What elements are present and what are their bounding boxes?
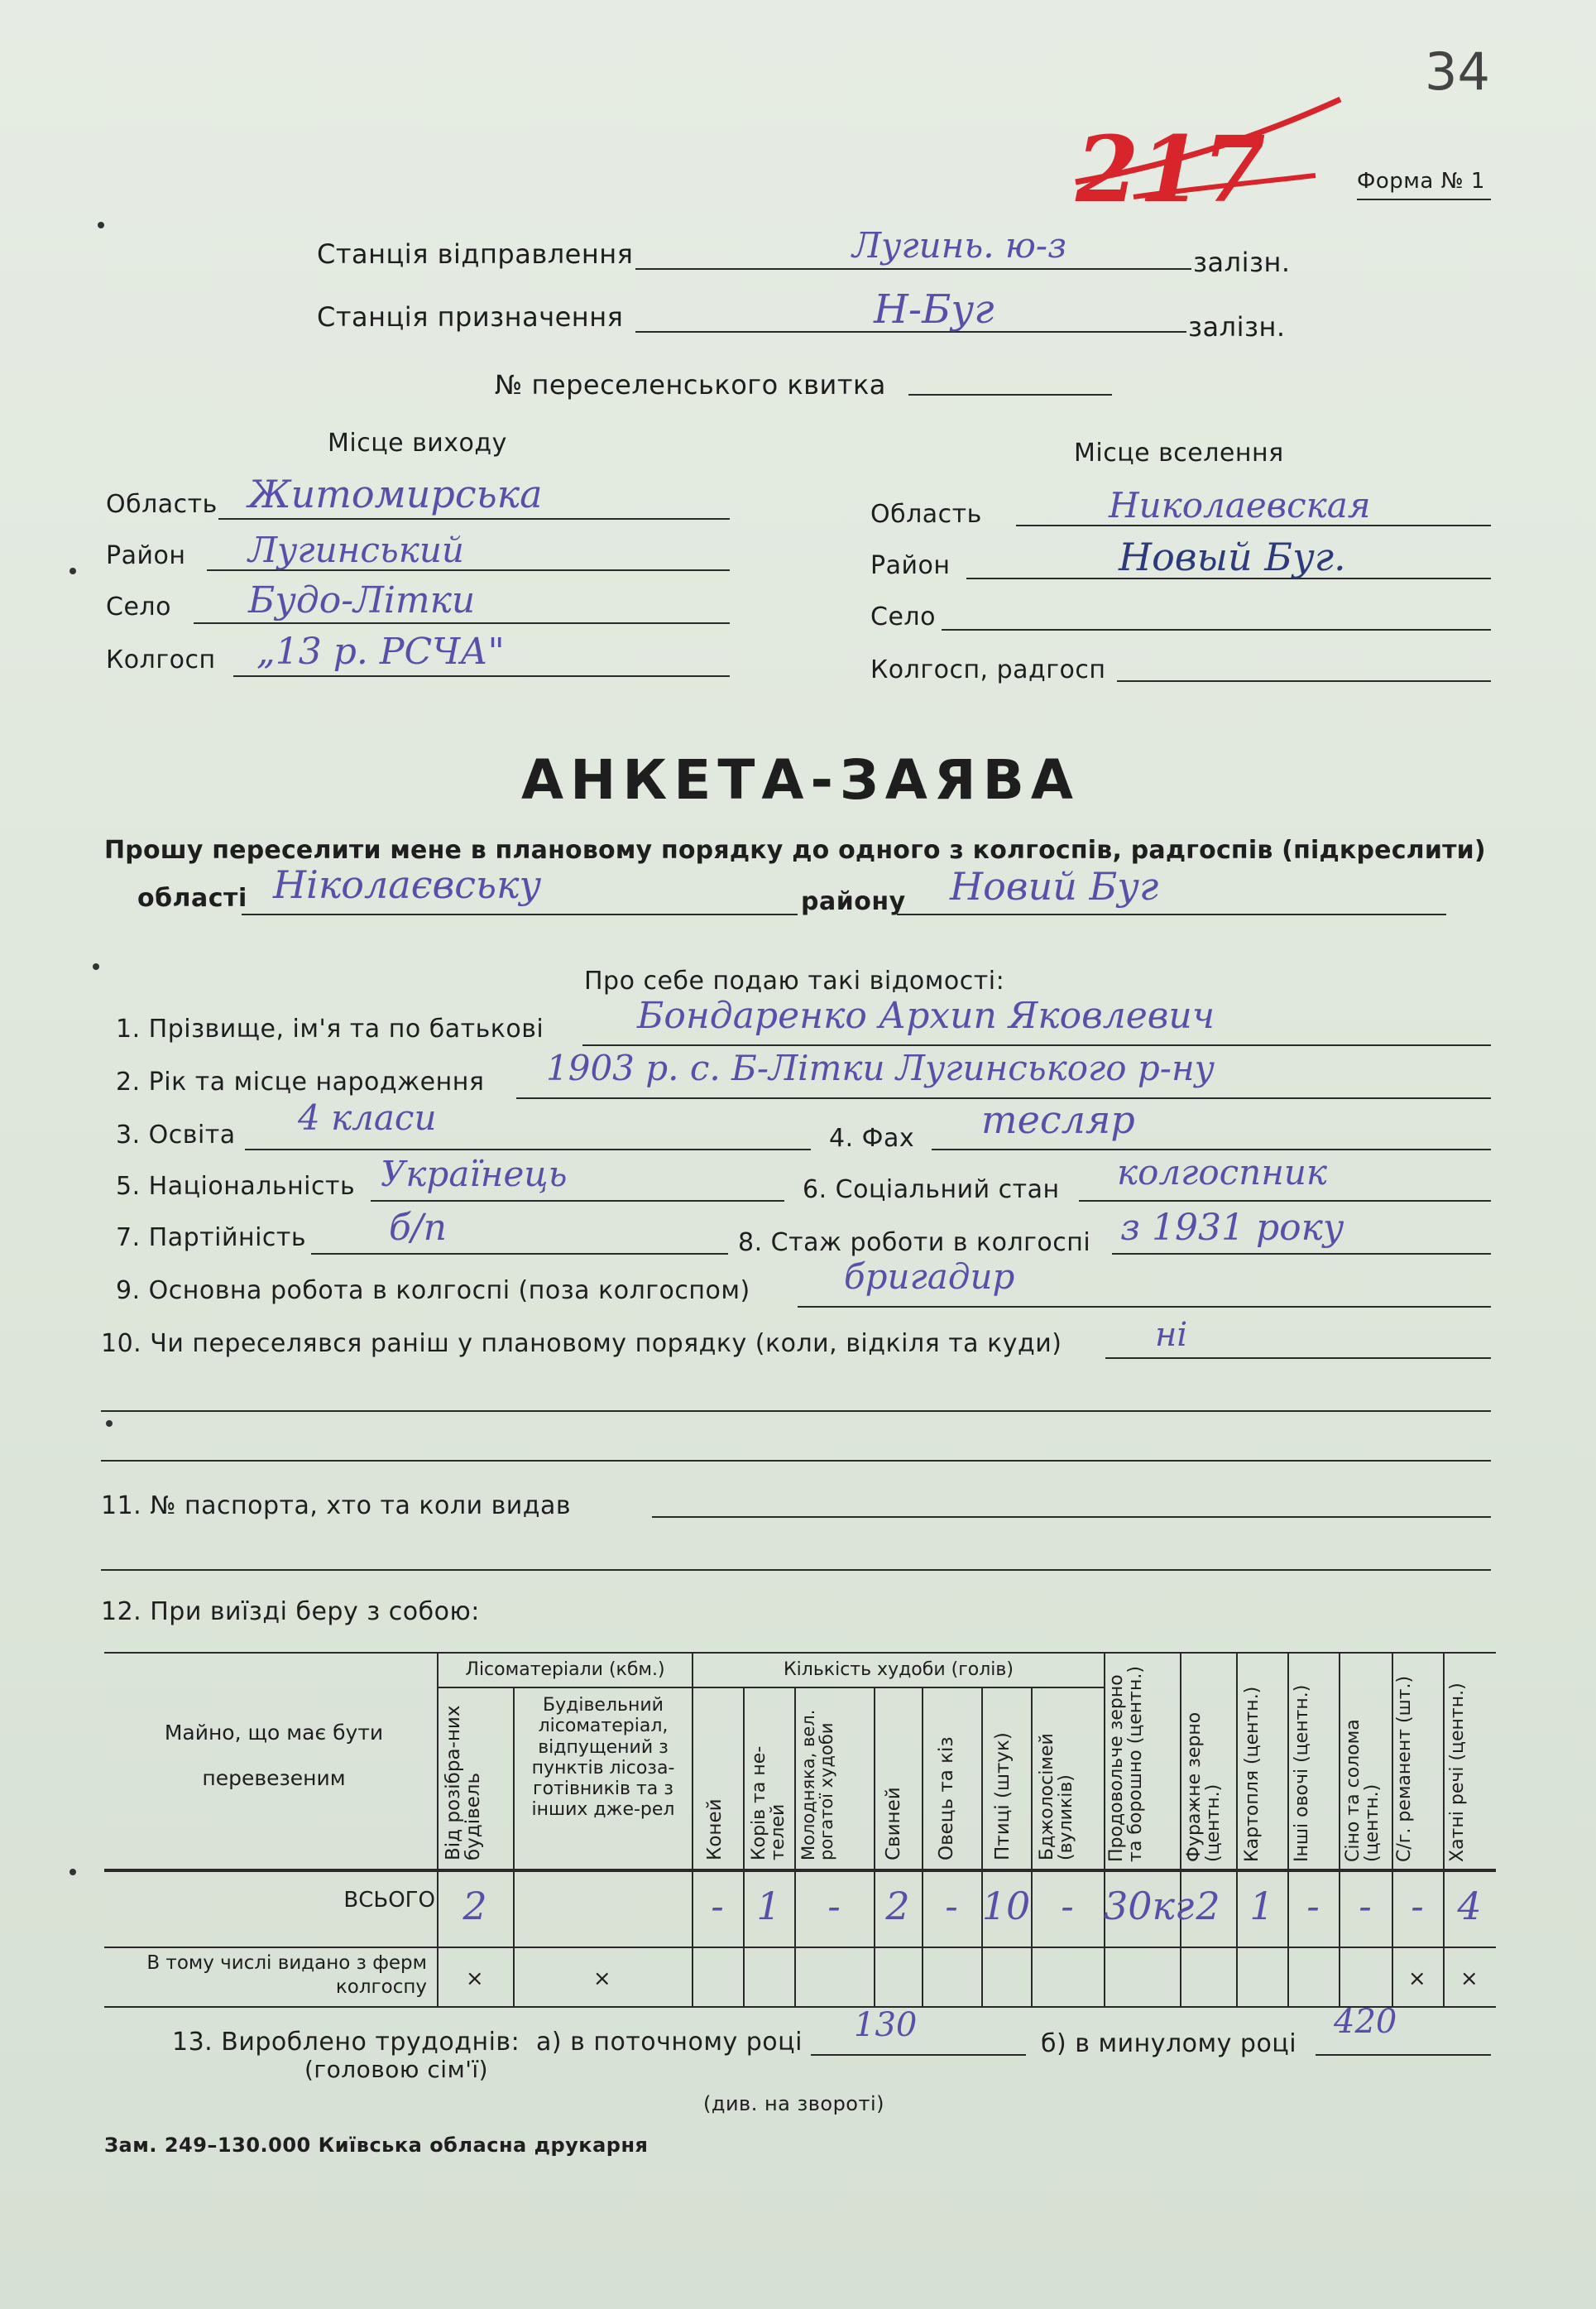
field-1-label: 1. Прізвище, ім'я та по батькові	[116, 1015, 544, 1044]
destination-label: Станція призначення	[317, 301, 624, 333]
total-cell: 2	[885, 1884, 910, 1928]
total-cell: 2	[463, 1884, 487, 1928]
origin-kolhosp-label: Колгосп	[106, 646, 216, 674]
row-farm-label: В тому числі видано з ферм колгоспу	[146, 1952, 427, 1998]
field-3-value: 4 класи	[298, 1097, 437, 1138]
workdays-label: 13. Вироблено трудоднів:	[172, 2028, 520, 2057]
field-9-label: 9. Основна робота в колгоспі (поза колгоспом)	[116, 1276, 750, 1305]
total-cell: -	[945, 1884, 958, 1928]
form-number: Форма № 1	[1357, 169, 1485, 194]
departure-value: Лугинь. ю-з	[852, 225, 1066, 266]
col-horses-header: Коней	[704, 1798, 726, 1860]
field-10-label: 10. Чи переселявся раніш у плановому порядку (коли, відкіля та куди)	[101, 1329, 1062, 1358]
punch-mark	[106, 1420, 113, 1427]
farm-cell: ×	[1407, 1966, 1427, 1991]
punch-mark	[93, 963, 99, 970]
workdays-current-value: 130	[854, 2006, 918, 2044]
request-oblast-value: Ніколаєвську	[273, 862, 542, 907]
origin-title: Місце виходу	[328, 429, 507, 458]
destination-value: Н-Буг	[874, 286, 995, 333]
col-tools-header: С/г. реманент (шт.)	[1394, 1675, 1415, 1862]
total-cell: 2	[1196, 1884, 1220, 1928]
farm-cell: ×	[465, 1966, 485, 1991]
field-11-label: 11. № паспорта, хто та коли видав	[101, 1491, 572, 1520]
total-cell: -	[1359, 1884, 1372, 1928]
total-cell: -	[1411, 1884, 1424, 1928]
see-back-note: (див. на звороті)	[703, 2092, 885, 2115]
total-cell: 30кг	[1104, 1884, 1195, 1928]
col-timber-header: Будівельний лісоматеріал, відпущений з пунктів лісоза-готівників та з інших дже-рел	[531, 1695, 675, 1821]
col-fodder-header: Фуражне зерно (центн.)	[1184, 1711, 1225, 1862]
settlement-selo-label: Село	[870, 602, 936, 631]
about-title: Про себе подаю такі відомості:	[584, 967, 1005, 996]
total-cell: 1	[1249, 1884, 1274, 1928]
field-3-label: 3. Освіта	[116, 1121, 236, 1150]
workdays-past-value: 420	[1334, 2003, 1397, 2041]
field-4-label: 4. Фах	[829, 1124, 915, 1153]
field-5-label: 5. Національність	[116, 1172, 356, 1201]
farm-cell: ×	[592, 1966, 612, 1991]
origin-oblast-label: Область	[106, 490, 218, 519]
red-strike-icon	[1067, 91, 1349, 207]
field-6-value: колгоспник	[1117, 1152, 1327, 1193]
col-hay-header: Сіно та солома (центн.)	[1343, 1719, 1383, 1862]
settlement-oblast-label: Область	[870, 500, 982, 529]
field-1-value: Бондаренко Архип Яковлевич	[637, 995, 1215, 1037]
archive-page-number: 34	[1425, 41, 1490, 102]
settlement-title: Місце вселення	[1074, 439, 1284, 468]
workdays-past-label: б) в минулому році	[1041, 2029, 1297, 2058]
field-10-value: ні	[1155, 1316, 1188, 1354]
departure-label: Станція відправлення	[317, 238, 634, 270]
field-7-label: 7. Партійність	[116, 1223, 307, 1252]
total-cell: 4	[1457, 1884, 1482, 1928]
rail-suffix-1: залізн.	[1193, 247, 1291, 278]
property-table	[104, 1652, 1496, 2008]
punch-mark	[69, 568, 76, 574]
field-4-value: тесляр	[981, 1097, 1135, 1142]
col-birds-header: Птиці (штук)	[992, 1732, 1014, 1860]
origin-oblast-value: Житомирська	[248, 472, 543, 516]
total-cell: -	[1061, 1884, 1074, 1928]
form-number-underline	[1357, 199, 1491, 200]
origin-raion-value: Лугинський	[248, 530, 464, 570]
field-6-label: 6. Соціальний стан	[803, 1175, 1060, 1204]
ticket-label: № переселенського квитка	[495, 369, 886, 401]
col-house-header: Хатні речі (центн.)	[1447, 1683, 1468, 1862]
request-raion-value: Новий Буг	[950, 864, 1159, 909]
col-grain-header: Продовольче зерно та борошно (центн.)	[1106, 1666, 1147, 1862]
field-7-value: б/п	[389, 1207, 448, 1249]
request-oblast-label: області	[137, 884, 247, 913]
col-sheep-header: Овець та кіз	[936, 1736, 957, 1860]
group-lumber-header: Лісоматеріали (кбм.)	[465, 1659, 665, 1680]
origin-selo-value: Будо-Літки	[248, 579, 476, 622]
request-text: Прошу переселити мене в плановому порядку до одного з колгоспів, радгоспів (підкреслити)	[104, 836, 1486, 865]
printer-imprint: Зам. 249–130.000 Київська обласна друкарня	[104, 2134, 649, 2157]
rail-suffix-2: залізн.	[1188, 311, 1286, 343]
field-8-label: 8. Стаж роботи в колгоспі	[738, 1228, 1091, 1257]
row-total-label: ВСЬОГО	[343, 1888, 435, 1913]
field-2-label: 2. Рік та місце народження	[116, 1068, 485, 1097]
field-9-value: бригадир	[844, 1256, 1015, 1297]
col-bees-header: Бджолосімей (вуликів)	[1037, 1733, 1077, 1860]
origin-selo-label: Село	[106, 593, 171, 622]
col-property-header: Майно, що має бути перевезеним	[164, 1721, 384, 1790]
col-cows-header: Корів та не-телей	[749, 1745, 789, 1860]
red-registration-number: 217	[1076, 116, 1266, 223]
field-2-value: 1903 р. с. Б-Літки Лугинського р-ну	[546, 1048, 1215, 1088]
farm-cell: ×	[1459, 1966, 1479, 1991]
settlement-kolhosp-label: Колгосп, радгосп	[870, 655, 1106, 684]
workdays-sub: (головою сім'ї)	[304, 2056, 489, 2083]
workdays-current-label: а) в поточному році	[536, 2028, 803, 2057]
punch-mark	[98, 222, 104, 228]
total-cell: -	[711, 1884, 724, 1928]
settlement-raion-value: Новый Буг.	[1119, 535, 1346, 579]
settlement-oblast-value: Николаевская	[1109, 485, 1371, 526]
col-veg-header: Інші овочі (центн.)	[1292, 1684, 1312, 1862]
request-raion-label: району	[801, 887, 906, 916]
group-livestock-header: Кількість худоби (голів)	[784, 1659, 1014, 1680]
total-cell: 1	[756, 1884, 781, 1928]
field-5-value: Українець	[381, 1154, 568, 1194]
col-pigs-header: Свиней	[883, 1787, 904, 1860]
col-dismantled-header: Від розібра-них будівель	[443, 1705, 485, 1860]
col-young-header: Молодняка, вел. рогатої худоби	[798, 1709, 837, 1860]
col-potato-header: Картопля (центн.)	[1242, 1686, 1263, 1862]
total-cell: 10	[981, 1884, 1031, 1928]
total-cell: -	[827, 1884, 841, 1928]
field-12-label: 12. При виїзді беру з собою:	[101, 1597, 480, 1626]
total-cell: -	[1306, 1884, 1320, 1928]
origin-kolhosp-value: „13 р. РСЧА"	[256, 631, 505, 673]
settlement-raion-label: Район	[870, 551, 951, 580]
field-8-value: з 1931 року	[1120, 1207, 1344, 1249]
origin-raion-label: Район	[106, 541, 186, 570]
punch-mark	[69, 1869, 76, 1875]
document-title: АНКЕТА-ЗАЯВА	[521, 748, 1081, 812]
